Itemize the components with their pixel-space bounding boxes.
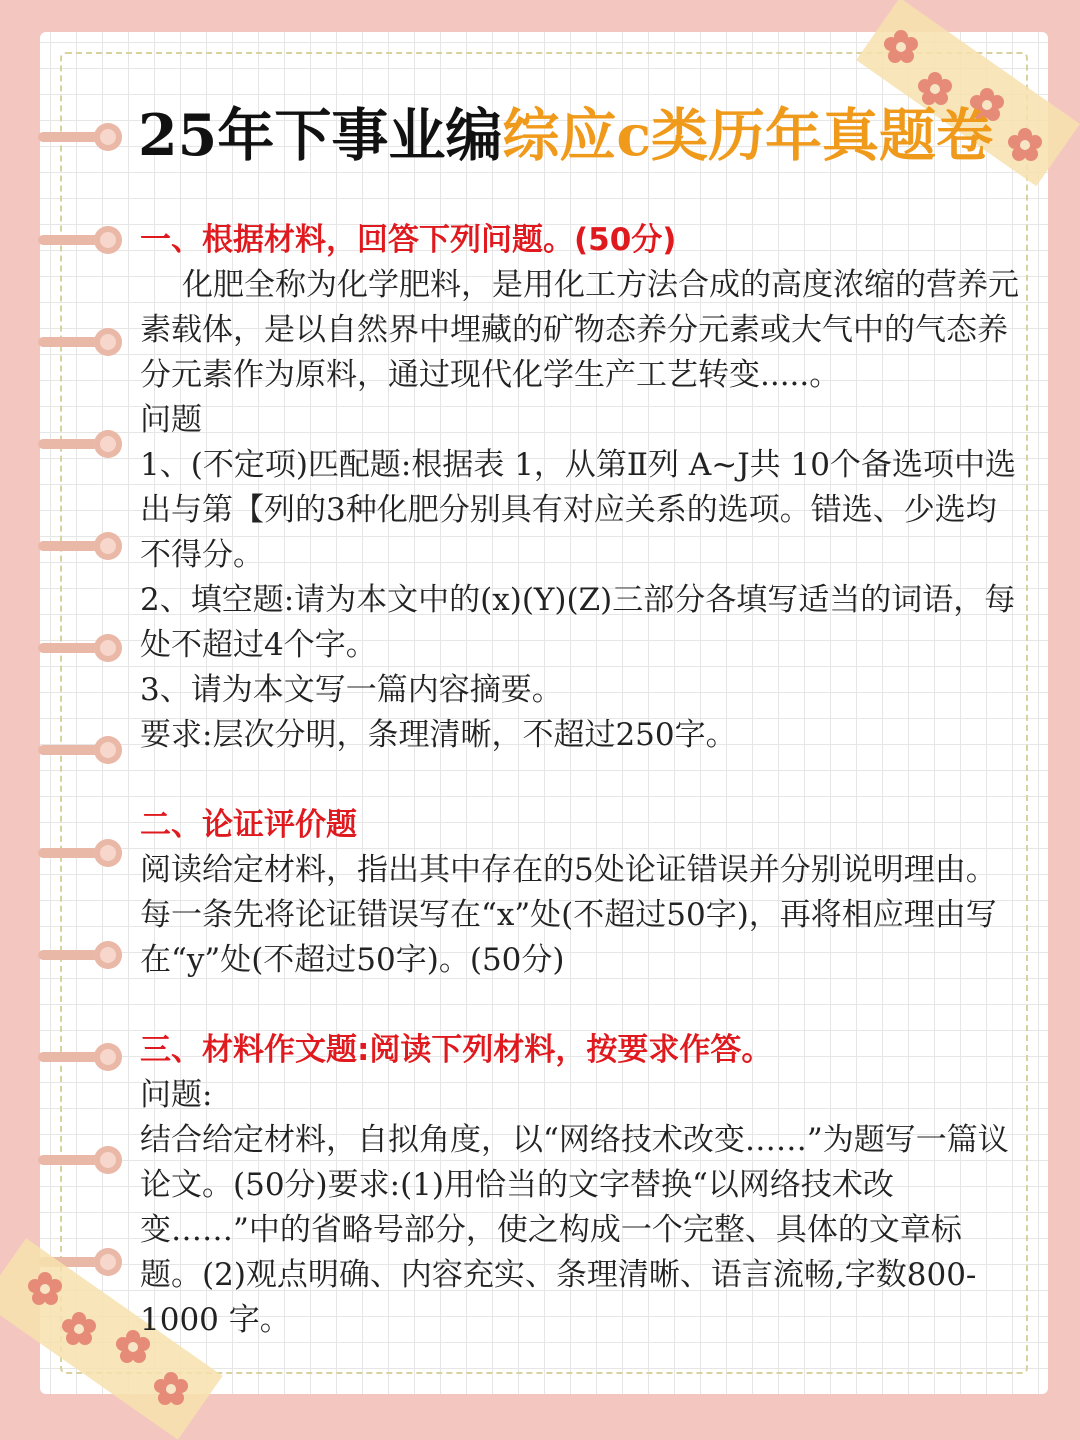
- binder-ring: [0, 220, 124, 260]
- binder-ring: [0, 833, 124, 873]
- section1-material: 化肥全称为化学肥料，是用化工方法合成的高度浓缩的营养元素载体，是以自然界中埋藏的矿物态养分元素或大气中的气态养分元素作为原料，通过现代化学生产工艺转变.....。: [140, 267, 1019, 393]
- binder-ring: [0, 1140, 124, 1180]
- binder-ring: [0, 322, 124, 362]
- question-2: 2、填空题:请为本文中的(x)(Y)(Z)三部分各填写适当的词语，每处不超过4个字。: [140, 582, 1016, 663]
- binder-ring: [0, 117, 124, 157]
- question-1: 1、(不定项)匹配题:根据表 1，从第Ⅱ列 A~J共 10个备选项中选出与第【列的3种化肥分别具有对应关系的选项。错选、少选均不得分。: [140, 447, 1016, 573]
- flower-icon: [884, 30, 918, 64]
- title-part-black: 25年下事业编: [138, 102, 503, 169]
- question-3: 3、请为本文写一篇内容摘要。: [140, 672, 563, 708]
- flower-icon: [62, 1312, 96, 1346]
- binder-ring: [0, 935, 124, 975]
- section3-question-label: 问题:: [140, 1077, 213, 1113]
- section1-heading: 一、根据材料，回答下列问题。(50分): [140, 222, 677, 258]
- binder-ring: [0, 730, 124, 770]
- section2-heading: 二、论证评价题: [140, 807, 357, 843]
- binder-ring: [0, 526, 124, 566]
- document-body: [140, 218, 1020, 1343]
- title-part-orange: 综应c类历年真题卷: [502, 102, 994, 169]
- section1-question-label: 问题: [140, 402, 202, 438]
- flower-icon: [154, 1372, 188, 1406]
- binder-ring: [0, 628, 124, 668]
- section3-heading: 三、材料作文题:阅读下列材料，按要求作答。: [140, 1032, 773, 1068]
- flower-icon: [28, 1272, 62, 1306]
- binder-ring: [0, 424, 124, 464]
- section3-body: 结合给定材料，自拟角度，以“网络技术改变……”为题写一篇议论文。(50分)要求:(1)用恰当的文字替换“以网络技术改变……”中的省略号部分，使之构成一个完整、具体的文章标题。(2)观点明确、内容充实、条理清晰、语言流畅,字数800-1000 字。: [140, 1122, 1009, 1338]
- page-title: [138, 100, 998, 172]
- flower-icon: [1008, 128, 1042, 162]
- binder-ring: [0, 1037, 124, 1077]
- section1-requirement: 要求:层次分明，条理清晰，不超过250字。: [140, 717, 737, 753]
- section2-body: 阅读给定材料，指出其中存在的5处论证错误并分别说明理由。每一条先将论证错误写在“x”处(不超过50字)，再将相应理由写在“y”处(不超过50字)。(50分): [140, 852, 997, 978]
